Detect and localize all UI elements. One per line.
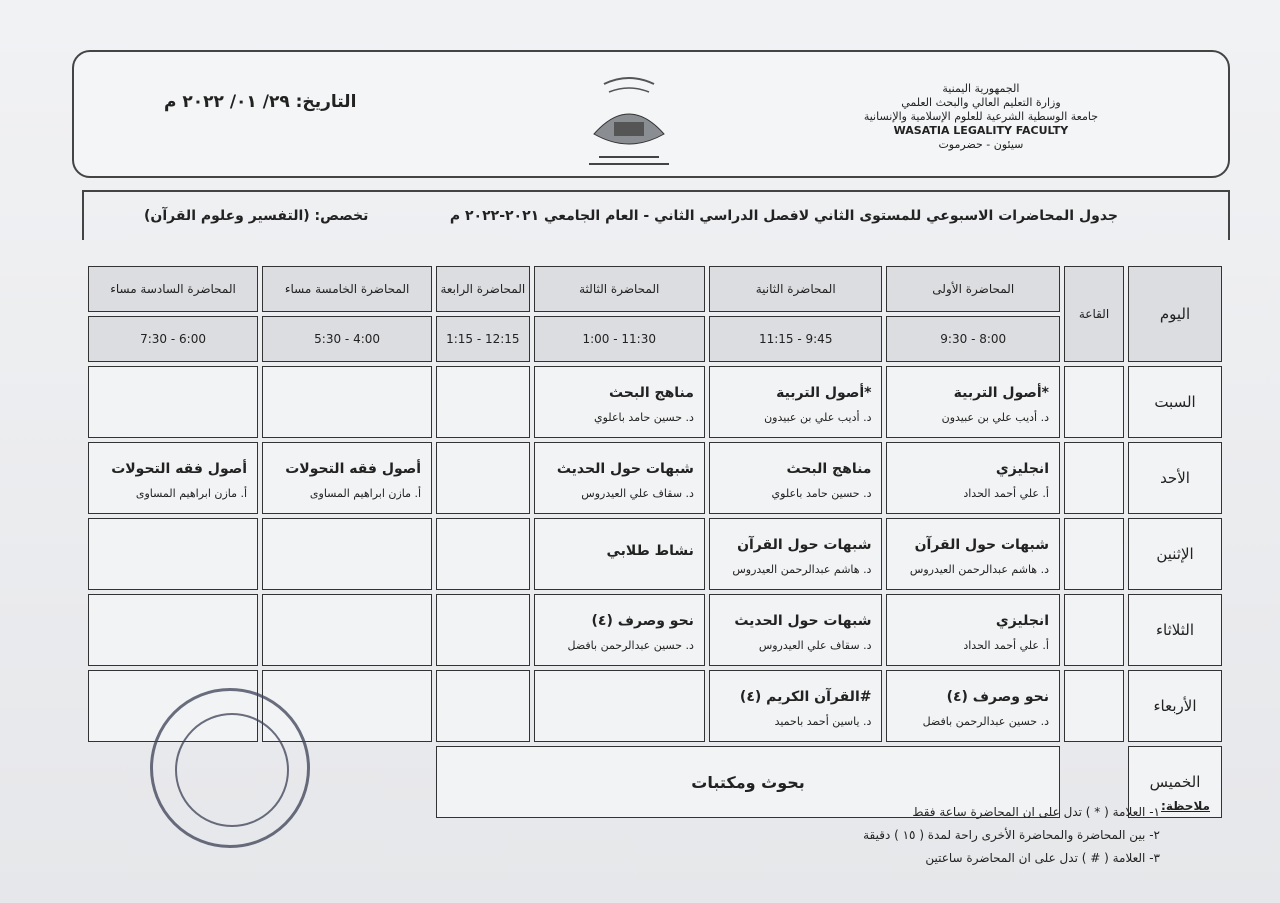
lecture-header: المحاضرة الرابعة	[436, 266, 529, 312]
schedule-cell	[886, 594, 1060, 666]
schedule-cell	[88, 518, 258, 590]
course-name	[89, 391, 257, 399]
schedule-cell	[534, 670, 705, 742]
schedule-title-bar	[82, 190, 1230, 240]
instructor-name: د. هاشم عبدالرحمن العيدروس	[732, 562, 872, 576]
course-name: #القرآن الكريم (٤)	[739, 688, 872, 705]
schedule-cell	[709, 518, 883, 590]
lecture-header: المحاضرة السادسة مساء	[88, 266, 258, 312]
course-name	[437, 619, 528, 627]
university-logo-icon	[584, 72, 674, 167]
course-name: انجليزي	[995, 612, 1049, 629]
course-name: شبهات حول القرآن	[914, 536, 1049, 553]
course-name: نحو وصرف (٤)	[946, 688, 1049, 705]
room-header: القاعة	[1064, 266, 1124, 362]
course-name	[263, 619, 431, 627]
lecture-time: 8:00 - 9:30	[886, 316, 1060, 362]
instructor-name	[437, 475, 528, 489]
lecture-header: المحاضرة الثانية	[709, 266, 883, 312]
schedule-cell	[436, 366, 529, 438]
schedule-cell	[262, 366, 432, 438]
schedule-cell	[534, 442, 705, 514]
course-name	[89, 543, 257, 551]
day-label: الأربعاء	[1128, 670, 1222, 742]
instructor-name	[263, 627, 431, 641]
instructor-name: أ. مازن ابراهيم المساوى	[135, 486, 248, 500]
course-name: شبهات حول القرآن	[737, 536, 872, 553]
thursday-activity: بحوث ومكتبات	[436, 746, 1060, 818]
course-name	[437, 391, 528, 399]
course-name: مناهج البحث	[786, 460, 872, 477]
schedule-cell	[709, 442, 883, 514]
country: الجمهورية اليمنية	[942, 82, 1020, 95]
course-name: مناهج البحث	[608, 384, 694, 401]
schedule-cell	[709, 594, 883, 666]
room-cell	[1064, 670, 1124, 742]
schedule-cell	[709, 366, 883, 438]
course-name: نشاط طلابي	[606, 543, 694, 559]
schedule-cell	[534, 366, 705, 438]
schedule-cell	[262, 594, 432, 666]
schedule-cell	[886, 518, 1060, 590]
instructor-name: د. سقاف علي العيدروس	[758, 638, 872, 652]
lecture-time: 12:15 - 1:15	[436, 316, 529, 362]
instructor-name	[535, 703, 704, 717]
instructor-name: د. حسين عبدالرحمن بافضل	[922, 714, 1049, 728]
schedule-cell	[886, 366, 1060, 438]
note-item: ٢- بين المحاضرة والمحاضرة الأخرى راحة لمدة ( ١٥ ) دقيقة	[863, 828, 1160, 842]
instructor-name	[263, 551, 431, 565]
day-label: الخميس	[1128, 746, 1222, 818]
notes	[863, 795, 1210, 870]
course-name: نحو وصرف (٤)	[591, 612, 694, 629]
schedule-cell	[88, 366, 258, 438]
instructor-name	[535, 559, 704, 573]
instructor-name: أ. علي أحمد الحداد	[963, 638, 1049, 652]
lecture-time: 9:45 - 11:15	[709, 316, 883, 362]
lecture-time: 6:00 - 7:30	[88, 316, 258, 362]
course-name	[263, 391, 431, 399]
instructor-name: د. حسين حامد باعلوي	[771, 486, 872, 500]
schedule-cell	[886, 670, 1060, 742]
instructor-name	[89, 551, 257, 565]
faculty-english: WASATIA LEGALITY FACULTY	[893, 124, 1069, 137]
course-name	[437, 695, 528, 703]
instructor-name: د. سقاف علي العيدروس	[581, 486, 694, 500]
course-name: شبهات حول الحديث	[734, 612, 872, 629]
schedule-cell	[436, 594, 529, 666]
course-name	[263, 695, 431, 703]
course-name: أصول فقه التحولات	[285, 460, 422, 477]
schedule-title: جدول المحاضرات الاسبوعي للمستوى الثاني لافصل الدراسي الثاني - العام الجامعي ٢٠٢١-٢٠٢٢ م	[449, 208, 1118, 224]
schedule-cell	[88, 442, 258, 514]
schedule-cell	[262, 518, 432, 590]
note-item: ١- العلامة ( * ) تدل على ان المحاضرة ساعة فقط	[912, 805, 1160, 819]
instructor-name	[437, 399, 528, 413]
course-name	[437, 467, 528, 475]
organization-block	[864, 82, 1098, 152]
lecture-header: المحاضرة الثالثة	[534, 266, 705, 312]
course-name	[89, 619, 257, 627]
schedule-cell	[436, 670, 529, 742]
course-name: أصول فقه التحولات	[111, 460, 248, 477]
course-name	[437, 543, 528, 551]
notes-title: ملاحظة:	[1161, 799, 1210, 813]
lecture-time: 4:00 - 5:30	[262, 316, 432, 362]
room-cell	[1064, 518, 1124, 590]
document-date: التاريخ: ٢٩/ ٠١/ ٢٠٢٢ م	[164, 92, 357, 112]
instructor-name: د. أديب علي بن عبيدون	[941, 410, 1049, 424]
letterhead	[72, 50, 1230, 178]
room-cell	[1064, 366, 1124, 438]
instructor-name: د. ياسين أحمد باحميد	[774, 714, 872, 728]
schedule-cell	[709, 670, 883, 742]
lecture-header: المحاضرة الأولى	[886, 266, 1060, 312]
university: جامعة الوسطية الشرعية للعلوم الإسلامية والإنسانية	[863, 110, 1098, 123]
instructor-name	[437, 703, 528, 717]
instructor-name: أ. علي أحمد الحداد	[963, 486, 1049, 500]
course-name: *أصول التربية	[953, 384, 1049, 401]
instructor-name: د. حسين حامد باعلوي	[594, 410, 694, 424]
instructor-name	[89, 627, 257, 641]
course-name: شبهات حول الحديث	[556, 460, 694, 477]
ministry: وزارة التعليم العالي والبحث العلمي	[901, 96, 1061, 109]
room-cell	[1064, 594, 1124, 666]
room-cell	[1064, 442, 1124, 514]
instructor-name: د. أديب علي بن عبيدون	[764, 410, 872, 424]
course-name	[535, 695, 704, 703]
schedule-cell	[534, 518, 705, 590]
course-name: *أصول التربية	[776, 384, 872, 401]
schedule-cell	[886, 442, 1060, 514]
day-label: الأحد	[1128, 442, 1222, 514]
day-label: السبت	[1128, 366, 1222, 438]
schedule-cell	[534, 594, 705, 666]
day-header: اليوم	[1128, 266, 1222, 362]
location: سيئون - حضرموت	[938, 138, 1024, 151]
day-label: الثلاثاء	[1128, 594, 1222, 666]
schedule-cell	[436, 518, 529, 590]
lecture-header: المحاضرة الخامسة مساء	[262, 266, 432, 312]
schedule-cell	[436, 442, 529, 514]
course-name	[263, 543, 431, 551]
schedule-cell	[262, 442, 432, 514]
instructor-name	[437, 551, 528, 565]
instructor-name	[437, 627, 528, 641]
instructor-name	[263, 399, 431, 413]
instructor-name: د. حسين عبدالرحمن بافضل	[567, 638, 694, 652]
day-label: الإثنين	[1128, 518, 1222, 590]
lecture-time: 11:30 - 1:00	[534, 316, 705, 362]
instructor-name: أ. مازن ابراهيم المساوى	[309, 486, 422, 500]
specialty: تخصص: (التفسير وعلوم القرآن)	[144, 208, 369, 224]
instructor-name: د. هاشم عبدالرحمن العيدروس	[909, 562, 1049, 576]
schedule-cell	[88, 594, 258, 666]
note-item: ٣- العلامة ( # ) تدل على ان المحاضرة ساعتين	[925, 851, 1160, 865]
official-seal-stamp	[150, 688, 310, 848]
course-name: انجليزي	[995, 460, 1049, 477]
instructor-name	[89, 399, 257, 413]
